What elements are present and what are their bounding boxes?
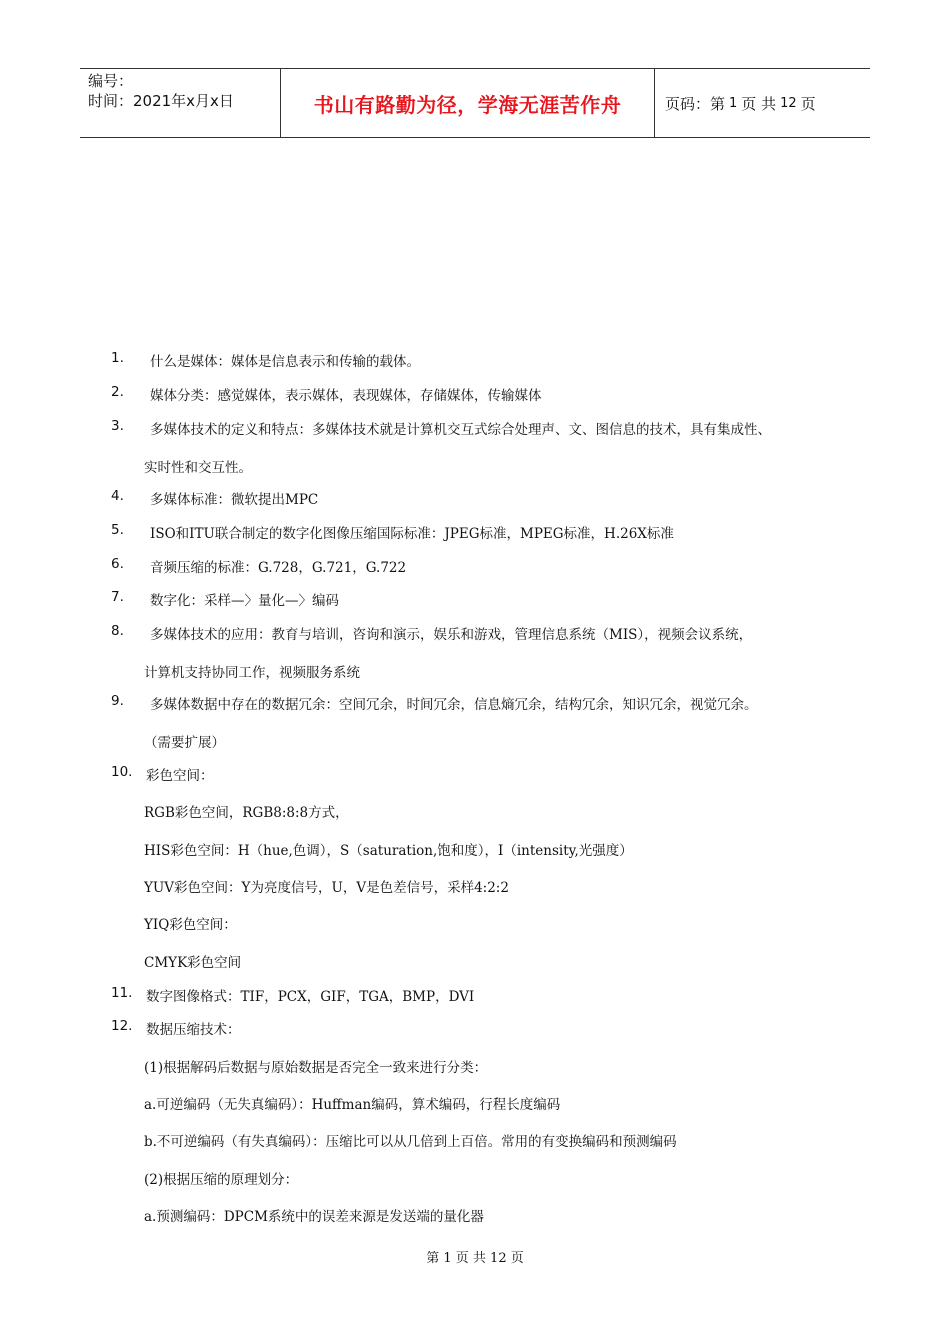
compression-line: b.不可逆编码（有失真编码）：压缩比可以从几倍到上百倍。常用的有变换编码和预测编码 [144,1134,677,1150]
header-page-info [655,69,870,137]
compression-line: (1)根据解码后数据与原始数据是否完全一致来进行分类： [144,1060,488,1076]
page-end: 页 [800,94,816,113]
color-space-line: HIS彩色空间：H（hue,色调），S（saturation,饱和度），I（intensity,光强度） [144,843,633,859]
time-label: 时间：2021年x月x日 [88,92,234,110]
page-header [80,68,870,138]
color-space-line: YUV彩色空间：Y为亮度信号，U，V是色差信号，采样4:2:2 [144,880,509,896]
page-mid: 页 共 [741,94,777,113]
color-space-line: RGB彩色空间，RGB8:8:8方式， [144,805,349,821]
compression-line: (2)根据压缩的原理划分： [144,1172,299,1188]
compression-line: a.预测编码：DPCM系统中的误差来源是发送端的量化器 [144,1209,484,1225]
page-number: 1 [729,95,738,111]
header-motto-cell [281,69,655,137]
list-item-continuation: 计算机支持协同工作，视频服务系统 [144,665,360,681]
page-label: 页码：第 [665,94,726,113]
list-item-continuation: 实时性和交互性。 [144,460,252,476]
page-total: 12 [780,95,797,111]
code-label: 编号： [88,72,134,90]
header-meta [80,69,281,137]
color-space-line: CMYK彩色空间 [144,955,242,971]
color-space-line: YIQ彩色空间： [144,917,237,933]
list-item-continuation: （需要扩展） [144,735,225,751]
page-footer: 第 1 页 共 12 页 [426,1251,524,1266]
motto: 书山有路勤为径，学海无涯苦作舟 [313,92,622,117]
compression-line: a.可逆编码（无失真编码）：Huffman编码，算术编码，行程长度编码 [144,1097,561,1113]
